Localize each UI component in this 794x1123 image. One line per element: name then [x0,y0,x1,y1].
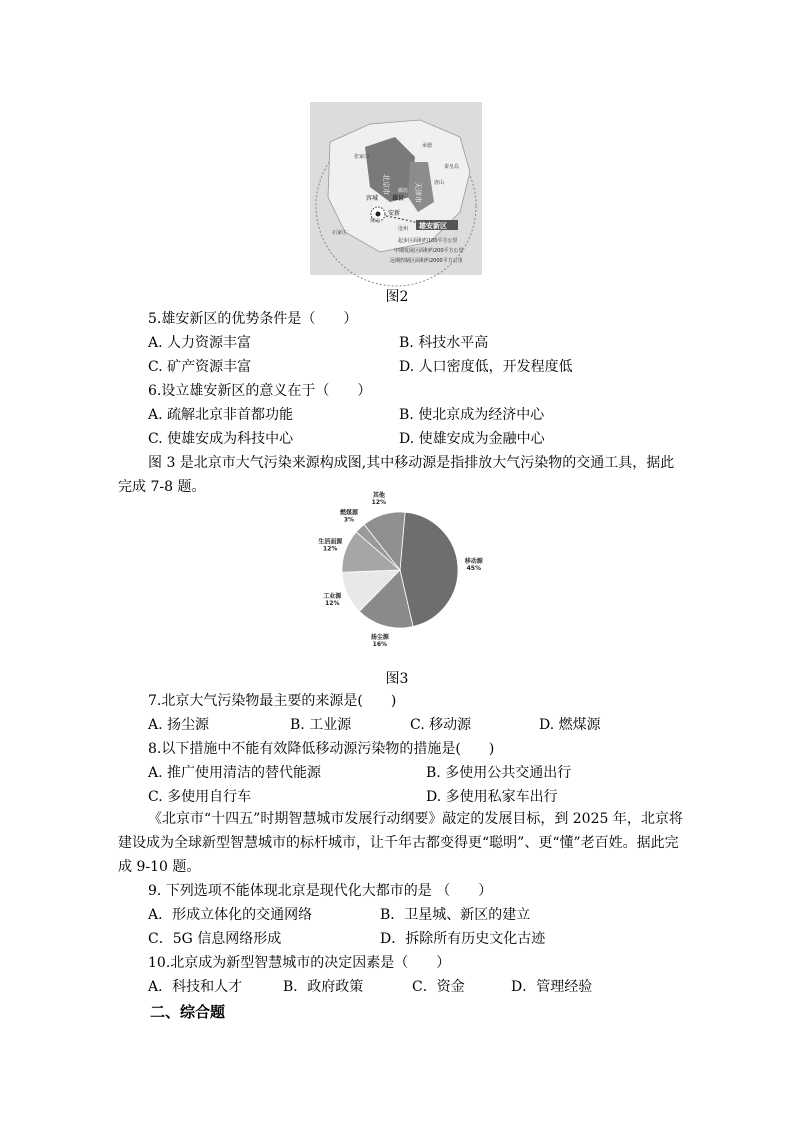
q7-option-c: C. 移动源 [410,717,472,733]
q9-option-a: A．形成立体化的交通网络 [148,907,313,923]
q9-option-c: C．5G 信息网络形成 [148,931,282,947]
intro910-line3: 成 9-10 题。 [118,859,201,875]
intro910-line2: 建设成为全球新型智慧城市的标杆城市，让千年古都变得更“聪明”、更“懂”老百姓。据此完 [118,835,679,851]
q6-option-d: D. 使雄安成为金融中心 [399,431,545,447]
q5-option-d: D. 人口密度低，开发程度低 [399,359,573,375]
q8-option-c: C. 多使用自行车 [148,789,252,805]
figure3-caption: 图3 [385,671,409,687]
q5-option-a: A. 人力资源丰富 [148,335,252,351]
map-label-shijiazhuang: 石家庄 [332,230,348,236]
q7-option-b: B. 工业源 [290,717,352,733]
q7-option-d: D. 燃煤源 [539,717,601,733]
q6-option-b: B. 使北京成为经济中心 [399,407,545,423]
q8-option-b: B. 多使用公共交通出行 [426,765,572,781]
q10-option-a: A．科技和人才 [148,979,243,995]
pie-label-5: 其他 12% [371,492,387,507]
map-label-beijing: 北京市 [382,174,390,195]
map-legend-area1: 起步区面积约100平方公里 [398,238,458,244]
q6-stem: 6.设立雄安新区的意义在于（ ） [148,383,372,399]
map-label-cangzhou: 沧州 [398,226,409,232]
q5-option-b: B. 科技水平高 [399,335,489,351]
map-label-baoding: 保定 [370,218,381,224]
intro910-line1: 《北京市“十四五”时期智慧城市发展行动纲要》敲定的发展目标，到 2025 年，北京将 [148,811,683,827]
pollution-source-pie-chart [300,492,500,662]
map-label-langfang: 廊坊 [398,188,409,194]
map-label-qinhuangdao: 秦皇岛 [444,164,460,170]
q10-option-b: B．政府政策 [283,979,364,995]
map-label-tangshan: 唐山 [434,180,445,186]
q9-stem: 9. 下列选项不能体现北京是现代化大都市的是 （ ） [148,883,493,899]
q5-option-c: C. 矿产资源丰富 [148,359,252,375]
section-title: 二、综合题 [150,1003,226,1021]
q6-option-a: A. 疏解北京非首都功能 [148,407,294,423]
map-label-anxin: 安新 [388,210,401,217]
q8-option-a: A. 推广使用清洁的替代能源 [148,765,322,781]
xiongan-map-figure [310,102,482,275]
figure2-caption: 图2 [385,289,409,305]
intro78-line1: 图 3 是北京市大气污染来源构成图,其中移动源是指排放大气污染物的交通工具，据此 [148,455,675,471]
pie-label-1: 扬尘源 16% [370,634,389,649]
q10-option-c: C．资金 [412,979,465,995]
map-legend-area2: 中期发展区面积约200平方公里 [394,248,464,254]
pie-label-2: 工业源 12% [323,592,342,607]
q7-stem: 7.北京大气污染物最主要的来源是( ) [148,693,397,709]
pie-label-4: 燃煤源 3% [339,509,358,524]
q8-option-d: D. 多使用私家车出行 [426,789,558,805]
map-label-zhangjiakou: 张家口 [354,154,370,160]
q10-stem: 10.北京成为新型智慧城市的决定因素是（ ） [148,955,451,971]
q9-option-d: D．拆除所有历史文化古迹 [380,931,546,947]
map-label-xiongan: 雄安新区 [419,222,447,230]
map-legend-area3: 远期控制区面积约2000平方公里 [390,258,463,264]
q9-option-b: B．卫星城、新区的建立 [380,907,531,923]
q7-option-a: A. 扬尘源 [148,717,210,733]
intro78-line2: 完成 7-8 题。 [118,479,206,495]
q10-option-d: D．管理经验 [511,979,593,995]
pie-label-0: 移动源 45% [464,557,483,572]
q8-stem: 8.以下措施中不能有效降低移动源污染物的措施是( ) [148,741,495,757]
map-label-chengde: 承德 [422,143,433,149]
q6-option-c: C. 使雄安成为科技中心 [148,431,294,447]
map-label-rongcheng: 容城 [366,195,379,202]
map-label-tianjin: 天津市 [414,182,422,203]
q5-stem: 5.雄安新区的优势条件是（ ） [148,311,358,327]
map-label-xiongxian: 雄县 [392,195,405,202]
pie-label-3: 生活面源 12% [318,538,343,553]
